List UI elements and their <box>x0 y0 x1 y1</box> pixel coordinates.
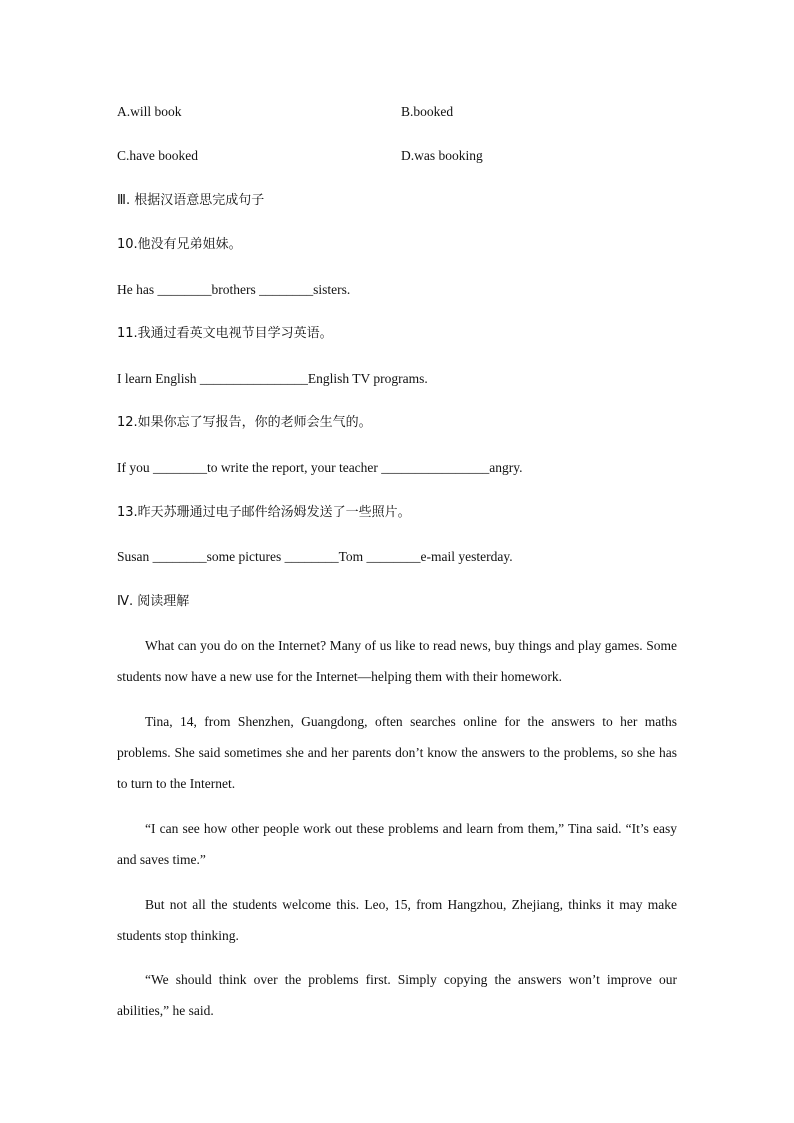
question-13-chinese: 13.昨天苏珊通过电子邮件给汤姆发送了一些照片。 <box>117 505 411 520</box>
question-12-english: If you ________to write the report, your teacher ________________angry. <box>117 460 523 475</box>
question-11-english: I learn English ________________English TV programs. <box>117 371 428 386</box>
passage-paragraph-5: “We should think over the problems first. Simply copying the answers won’t improve our abilities,” he said. <box>117 972 677 1018</box>
section-4-heading: Ⅳ. 阅读理解 <box>117 594 190 609</box>
question-10-chinese: 10.他没有兄弟姐妹。 <box>117 237 242 252</box>
passage-paragraph-2: Tina, 14, from Shenzhen, Guangdong, often searches online for the answers to her maths problems. She said sometimes she and her parents don’t know the answers to the problems, so she has to turn to the Internet. <box>117 714 677 791</box>
question-12-chinese: 12.如果你忘了写报告，你的老师会生气的。 <box>117 415 372 430</box>
options-row-2 <box>117 147 483 165</box>
passage-paragraph-3: “I can see how other people work out these problems and learn from them,” Tina said. “It’s easy and saves time.” <box>117 821 677 867</box>
option-d: D.was booking <box>401 148 483 163</box>
question-13-english: Susan ________some pictures ________Tom ________e-mail yesterday. <box>117 549 513 564</box>
question-10-english: He has ________brothers ________sisters. <box>117 282 351 297</box>
section-3-heading: Ⅲ. 根据汉语意思完成句子 <box>117 193 265 208</box>
passage-paragraph-1: What can you do on the Internet? Many of us like to read news, buy things and play games. Some students now have a new use for the Internet—helping them with their homework. <box>117 638 677 684</box>
option-b: B.booked <box>401 104 454 119</box>
question-11-chinese: 11.我通过看英文电视节目学习英语。 <box>117 326 333 341</box>
passage-paragraph-4: But not all the students welcome this. Leo, 15, from Hangzhou, Zhejiang, thinks it may make students stop thinking. <box>117 897 677 943</box>
option-a: A.will book <box>117 104 182 119</box>
option-c: C.have booked <box>117 148 198 163</box>
options-row-1 <box>117 103 454 121</box>
